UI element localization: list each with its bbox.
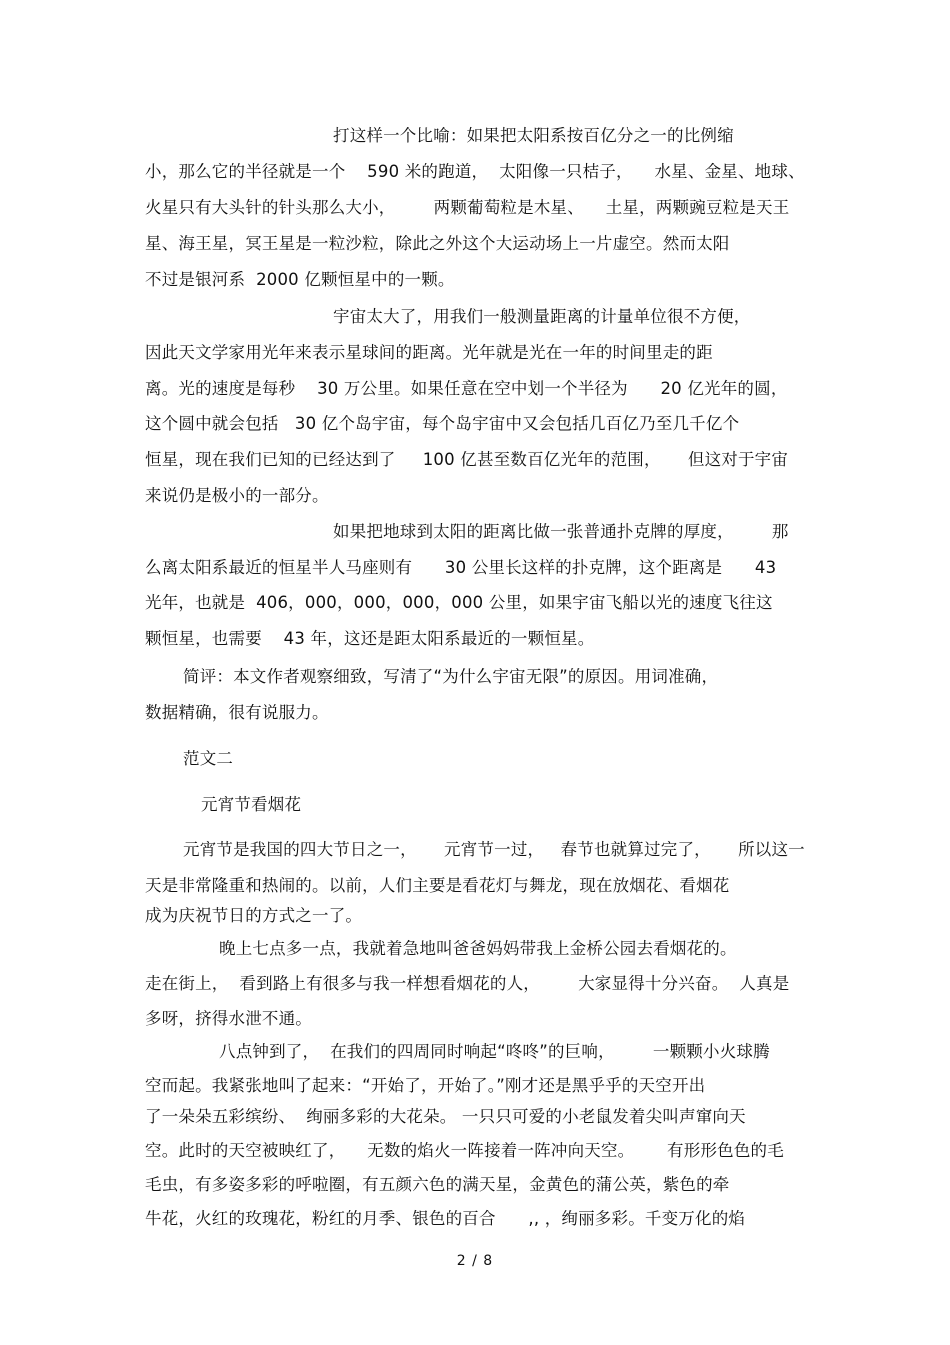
text-line: 如果把地球到太阳的距离比做一张普通扑克牌的厚度， 那	[333, 522, 789, 541]
text-line: 多呀，挤得水泄不通。	[145, 1009, 312, 1028]
text-line: 来说仍是极小的一部分。	[145, 486, 329, 505]
text-line: 走在街上， 看到路上有很多与我一样想看烟花的人， 大家显得十分兴奋。 人真是	[145, 974, 790, 993]
text-line: 这个圆中就会包括 30 亿个岛宇宙，每个岛宇宙中又会包括几百亿乃至几千亿个	[145, 414, 740, 433]
text-line: 数据精确，很有说服力。	[145, 703, 329, 722]
text-line: 火星只有大头针的针头那么大小， 两颗葡萄粒是木星、 土星，两颗豌豆粒是天王	[145, 198, 790, 217]
text-line: 成为庆祝节日的方式之一了。	[145, 906, 363, 925]
text-line: 了一朵朵五彩缤纷、 绚丽多彩的大花朵。 一只只可爱的小老鼠发着尖叫声窜向天	[145, 1107, 746, 1126]
heading-line: 范文二	[183, 749, 234, 768]
text-line: 八点钟到了， 在我们的四周同时响起“咚咚”的巨响， 一颗颗小火球腾	[219, 1042, 770, 1061]
text-line: 毛虫，有多姿多彩的呼啦圈，有五颜六色的满天星，金黄色的蒲公英，紫色的牵	[145, 1175, 730, 1194]
text-line: 宇宙太大了，用我们一般测量距离的计量单位很不方便，	[333, 307, 751, 326]
text-line: 晚上七点多一点，我就着急地叫爸爸妈妈带我上金桥公园去看烟花的。	[219, 939, 737, 958]
text-line: 空。此时的天空被映红了， 无数的焰火一阵接着一阵冲向天空。 有形形色色的毛	[145, 1141, 784, 1160]
text-line: 小，那么它的半径就是一个 590 米的跑道， 太阳像一只桔子， 水星、金星、地球、	[145, 162, 805, 181]
text-line: 光年，也就是 406，000，000，000，000 公里，如果宇宙飞船以光的速度飞往这	[145, 593, 773, 612]
text-line: 么离太阳系最近的恒星半人马座则有 30 公里长这样的扑克牌，这个距离是 43	[145, 558, 777, 577]
text-line: 不过是银河系 2000 亿颗恒星中的一颗。	[145, 270, 455, 289]
text-line: 恒星，现在我们已知的已经达到了 100 亿甚至数百亿光年的范围， 但这对于宇宙	[145, 450, 789, 469]
text-line: 打这样一个比喻：如果把太阳系按百亿分之一的比例缩	[333, 126, 734, 145]
text-line: 空而起。我紧张地叫了起来：“开始了，开始了。”刚才还是黑乎乎的天空开出	[145, 1076, 706, 1095]
text-line: 离。光的速度是每秒 30 万公里。如果任意在空中划一个半径为 20 亿光年的圆，	[145, 379, 788, 398]
title-line: 元宵节看烟花	[201, 795, 302, 814]
text-line: 牛花，火红的玫瑰花，粉红的月季、银色的百合 ,, ，绚丽多彩。千变万化的焰	[145, 1209, 746, 1228]
text-line: 天是非常隆重和热闹的。以前，人们主要是看花灯与舞龙，现在放烟花、看烟花	[145, 876, 730, 895]
text-line: 元宵节是我国的四大节日之一， 元宵节一过， 春节也就算过完了， 所以这一	[183, 840, 805, 859]
page-number: 2 / 8	[456, 1253, 494, 1269]
text-line: 因此天文学家用光年来表示星球间的距离。光年就是光在一年的时间里走的距	[145, 343, 713, 362]
text-line: 星、海王星，冥王星是一粒沙粒，除此之外这个大运动场上一片虚空。然而太阳	[145, 234, 730, 253]
text-line: 简评：本文作者观察细致，写清了“为什么宇宙无限”的原因。用词准确，	[183, 667, 719, 686]
text-line: 颗恒星，也需要 43 年，这还是距太阳系最近的一颗恒星。	[145, 629, 595, 648]
